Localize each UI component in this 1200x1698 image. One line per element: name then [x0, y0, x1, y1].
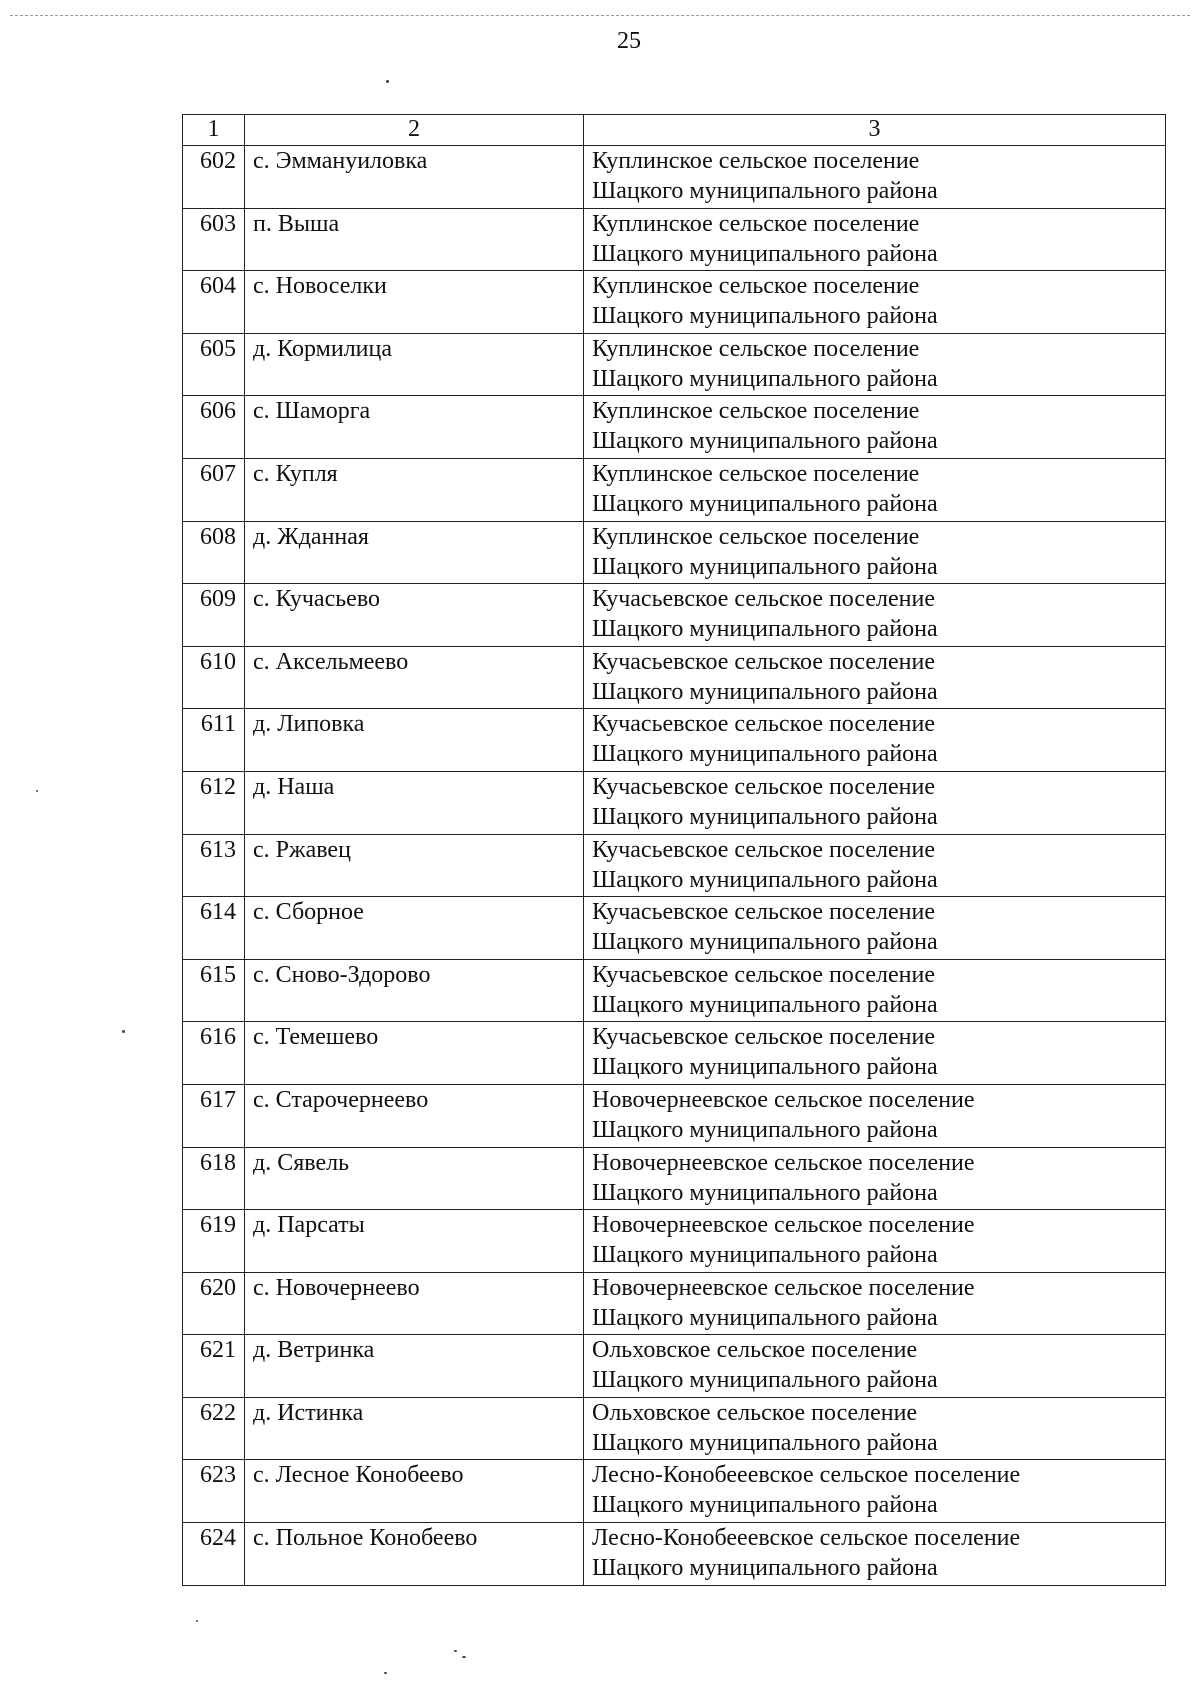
locality-name: с. Кучасьево [245, 584, 584, 647]
district-name: Шацкого муниципального района [592, 678, 938, 705]
row-number: 623 [183, 1460, 245, 1523]
locality-name: с. Эммануиловка [245, 146, 584, 209]
district-name: Шацкого муниципального района [592, 428, 938, 455]
row-number: 610 [183, 646, 245, 709]
settlement-name: Куплинское сельское поселение [592, 148, 920, 174]
settlement-cell [584, 146, 1166, 209]
locality-name: с. Аксельмеево [245, 646, 584, 709]
district-name: Шацкого муниципального района [592, 866, 938, 893]
table-header-row [183, 115, 1166, 146]
locality-name: с. Лесное Конобеево [245, 1460, 584, 1523]
district-name: Шацкого муниципального района [592, 803, 938, 830]
district-name: Шацкого муниципального района [592, 303, 938, 330]
table-row [183, 1022, 1166, 1085]
district-name: Шацкого муниципального района [592, 1242, 938, 1269]
page-number: 25 [617, 28, 641, 54]
settlement-cell [584, 1210, 1166, 1273]
settlement-cell [584, 521, 1166, 584]
row-number: 624 [183, 1523, 245, 1586]
table-row [183, 396, 1166, 459]
district-name: Шацкого муниципального района [592, 553, 938, 580]
row-number: 622 [183, 1397, 245, 1460]
settlement-cell [584, 1397, 1166, 1460]
district-name: Шацкого муниципального района [592, 929, 938, 956]
district-name: Шацкого муниципального района [592, 1179, 938, 1206]
district-name: Шацкого муниципального района [592, 1367, 938, 1394]
locality-name: д. Липовка [245, 709, 584, 772]
district-name: Шацкого муниципального района [592, 1304, 938, 1331]
table-row [183, 834, 1166, 897]
settlement-name: Новочернеевское сельское поселение [592, 1149, 975, 1176]
row-number: 620 [183, 1272, 245, 1335]
locality-name: с. Сборное [245, 897, 584, 960]
column-header-settlement: 3 [584, 115, 1166, 146]
row-number: 613 [183, 834, 245, 897]
table-row [183, 1523, 1166, 1586]
settlement-name: Куплинское сельское поселение [592, 210, 920, 237]
settlement-cell [584, 458, 1166, 521]
scan-speck [454, 1650, 457, 1652]
scan-speck [196, 1620, 198, 1622]
settlement-name: Ольховское сельское поселение [592, 1337, 918, 1364]
locality-name: с. Польное Конобеево [245, 1523, 584, 1586]
scan-speck [462, 1656, 466, 1658]
table-row [183, 271, 1166, 334]
settlement-name: Кучасьевское сельское поселение [592, 1024, 935, 1051]
row-number: 616 [183, 1022, 245, 1085]
scan-artifact-line [10, 15, 1190, 16]
locality-name: с. Шаморга [245, 396, 584, 459]
locality-name: с. Новоселки [245, 271, 584, 334]
settlement-cell [584, 834, 1166, 897]
settlement-cell [584, 1272, 1166, 1335]
table-row [183, 959, 1166, 1022]
district-name: Шацкого муниципального района [592, 616, 938, 643]
settlement-name: Куплинское сельское поселение [592, 523, 920, 550]
district-name: Шацкого муниципального района [592, 240, 938, 267]
scan-speck [36, 790, 38, 792]
table-row [183, 646, 1166, 709]
locality-name: д. Наша [245, 771, 584, 834]
settlement-name: Кучасьевское сельское поселение [592, 648, 935, 675]
locality-name: с. Сново-Здорово [245, 959, 584, 1022]
settlement-name: Куплинское сельское поселение [592, 460, 920, 487]
row-number: 619 [183, 1210, 245, 1273]
settlement-name: Новочернеевское сельское поселение [592, 1086, 975, 1113]
table-row [183, 333, 1166, 396]
settlement-cell [584, 709, 1166, 772]
settlement-cell [584, 396, 1166, 459]
settlement-cell [584, 1460, 1166, 1523]
settlement-name: Кучасьевское сельское поселение [592, 711, 935, 738]
row-number: 614 [183, 897, 245, 960]
column-header-number: 1 [183, 115, 245, 146]
district-name: Шацкого муниципального района [592, 1555, 938, 1582]
row-number: 604 [183, 271, 245, 334]
settlement-name: Куплинское сельское поселение [592, 273, 920, 300]
locality-name: п. Выша [245, 208, 584, 271]
settlement-name: Куплинское сельское поселение [592, 335, 920, 362]
settlement-cell [584, 1022, 1166, 1085]
table-row [183, 146, 1166, 209]
locality-name: д. Парсаты [245, 1210, 584, 1273]
district-name: Шацкого муниципального района [592, 490, 938, 517]
settlement-cell [584, 584, 1166, 647]
table-row [183, 709, 1166, 772]
scan-speck [384, 1672, 387, 1674]
table-row [183, 1210, 1166, 1273]
locality-name: с. Купля [245, 458, 584, 521]
table-row [183, 1272, 1166, 1335]
locality-name: с. Старочернеево [245, 1084, 584, 1147]
settlement-cell [584, 771, 1166, 834]
settlement-name: Ольховское сельское поселение [592, 1399, 918, 1426]
row-number: 602 [183, 146, 245, 209]
district-name: Шацкого муниципального района [592, 1429, 938, 1456]
row-number: 608 [183, 521, 245, 584]
table-row [183, 458, 1166, 521]
locality-name: д. Ветринка [245, 1335, 584, 1398]
settlement-cell [584, 1523, 1166, 1586]
settlement-name: Кучасьевское сельское поселение [592, 773, 935, 800]
locality-name: д. Истинка [245, 1397, 584, 1460]
settlement-name: Новочернеевское сельское поселение [592, 1274, 975, 1301]
district-name: Шацкого муниципального района [592, 1054, 938, 1081]
scan-speck [386, 80, 389, 83]
locality-name: д. Кормилица [245, 333, 584, 396]
table-row [183, 1084, 1166, 1147]
settlement-cell [584, 897, 1166, 960]
settlement-cell [584, 208, 1166, 271]
locality-name: д. Жданная [245, 521, 584, 584]
row-number: 618 [183, 1147, 245, 1210]
table-row [183, 1147, 1166, 1210]
district-name: Шацкого муниципального района [592, 1492, 938, 1519]
settlement-cell [584, 1084, 1166, 1147]
district-name: Шацкого муниципального района [592, 1116, 938, 1143]
row-number: 621 [183, 1335, 245, 1398]
settlements-table [182, 114, 1166, 1586]
settlement-cell [584, 1335, 1166, 1398]
settlement-name: Лесно-Конобееевское сельское поселение [592, 1525, 1021, 1552]
table-row [183, 521, 1166, 584]
locality-name: с. Новочернеево [245, 1272, 584, 1335]
locality-name: с. Ржавец [245, 834, 584, 897]
district-name: Шацкого муниципального района [592, 365, 938, 392]
settlement-name: Куплинское сельское поселение [592, 398, 920, 425]
table-row [183, 1397, 1166, 1460]
settlement-name: Новочернеевское сельское поселение [592, 1212, 975, 1239]
table-row [183, 208, 1166, 271]
settlement-cell [584, 959, 1166, 1022]
district-name: Шацкого муниципального района [592, 741, 938, 768]
row-number: 607 [183, 458, 245, 521]
row-number: 615 [183, 959, 245, 1022]
row-number: 603 [183, 208, 245, 271]
table-row [183, 1335, 1166, 1398]
settlement-name: Кучасьевское сельское поселение [592, 899, 935, 926]
row-number: 605 [183, 333, 245, 396]
district-name: Шацкого муниципального района [592, 991, 938, 1018]
settlement-cell [584, 271, 1166, 334]
table-row [183, 897, 1166, 960]
district-name: Шацкого муниципального района [592, 178, 938, 204]
settlement-name: Кучасьевское сельское поселение [592, 961, 935, 988]
row-number: 606 [183, 396, 245, 459]
table-row [183, 1460, 1166, 1523]
row-number: 612 [183, 771, 245, 834]
row-number: 609 [183, 584, 245, 647]
settlement-name: Лесно-Конобееевское сельское поселение [592, 1462, 1021, 1489]
column-header-locality: 2 [245, 115, 584, 146]
settlement-cell [584, 1147, 1166, 1210]
table-row [183, 771, 1166, 834]
scan-speck [122, 1030, 125, 1033]
locality-name: д. Сявель [245, 1147, 584, 1210]
row-number: 617 [183, 1084, 245, 1147]
settlement-cell [584, 646, 1166, 709]
settlement-cell [584, 333, 1166, 396]
row-number: 611 [183, 709, 245, 772]
settlement-name: Кучасьевское сельское поселение [592, 586, 935, 613]
settlement-name: Кучасьевское сельское поселение [592, 836, 935, 863]
table-row [183, 584, 1166, 647]
locality-name: с. Темешево [245, 1022, 584, 1085]
